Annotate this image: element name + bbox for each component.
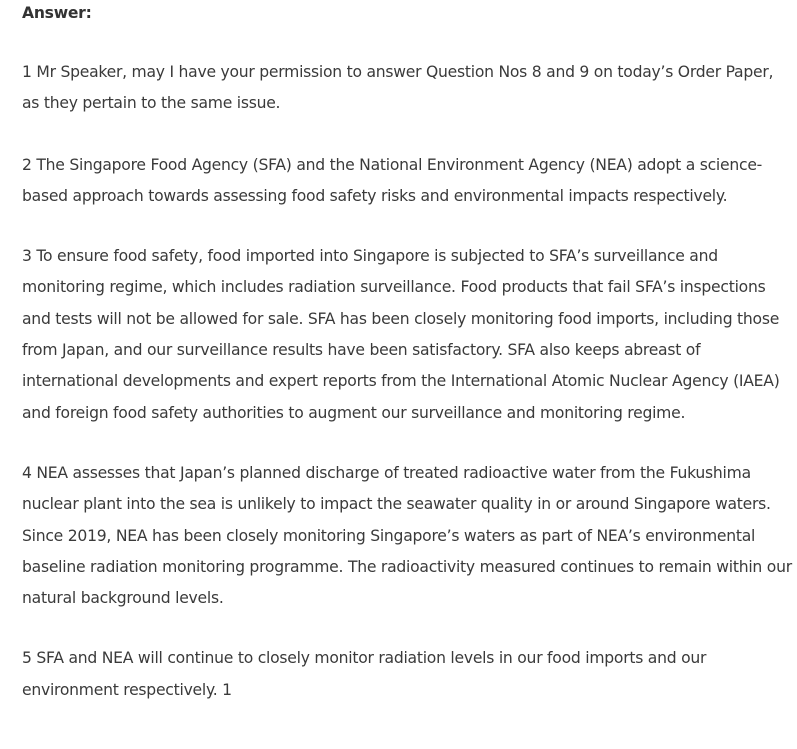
paragraph-1: 1 Mr Speaker, may I have your permission to answer Question Nos 8 and 9 on today’s Order Paper, as they pertain to the same issue.: [22, 63, 774, 113]
answer-section: [22, 0, 792, 706]
paragraph-3: 3 To ensure food safety, food imported into Singapore is subjected to SFA’s surveillance and monitoring regime, which includes radiation surveillance. Food products that fail SFA’s inspections and tests will not be allowed for sale. SFA has been closely monitoring food imports, including those from Japan, and our surveillance results have been satisfactory. SFA also keeps abreast of international developments and expert reports from the International Atomic Nuclear Agency (IAEA) and foreign food safety authorities to augment our surveillance and monitoring regime.: [22, 247, 780, 422]
paragraph-4: 4 NEA assesses that Japan’s planned discharge of treated radioactive water from the Fukushima nuclear plant into the sea is unlikely to impact the seawater quality in or around Singapore waters. Since 2019, NEA has been closely monitoring Singapore’s waters as part of NEA’s environmental baseline radiation monitoring programme. The radioactivity measured continues to remain within our natural background levels.: [22, 463, 792, 608]
paragraph-5: 5 SFA and NEA will continue to closely monitor radiation levels in our food imports and our environment respectively. 1: [22, 649, 707, 699]
paragraph-2: 2 The Singapore Food Agency (SFA) and the National Environment Agency (NEA) adopt a science-based approach towards assessing food safety risks and environmental impacts respectively.: [22, 155, 763, 205]
answer-heading: Answer:: [22, 4, 92, 22]
